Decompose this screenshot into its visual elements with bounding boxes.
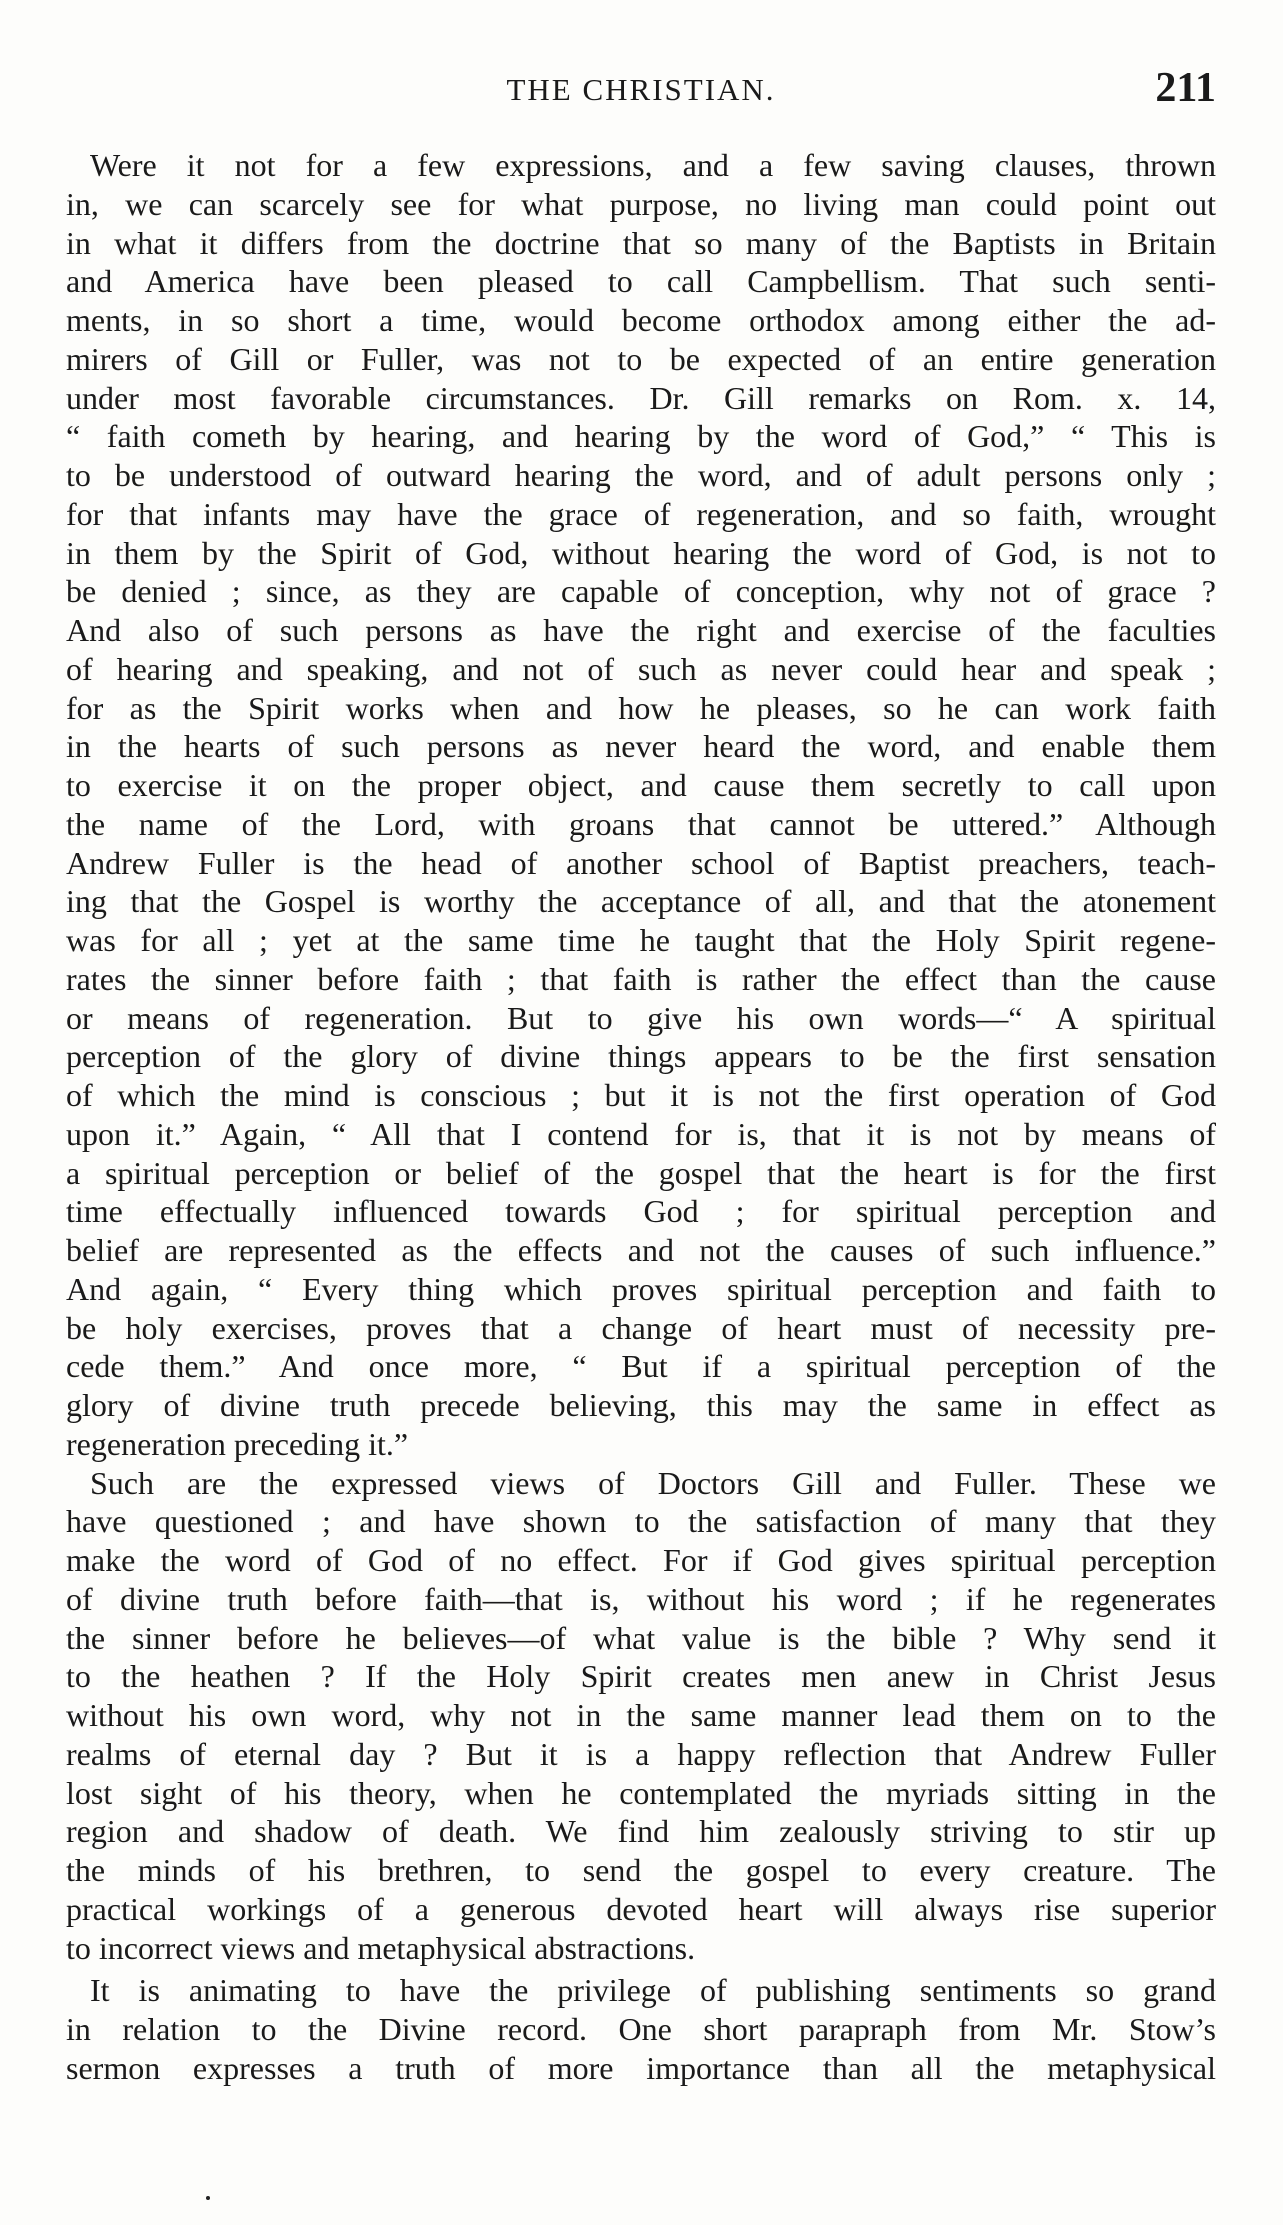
text-line: or means of regeneration. But to give his own words—“ A spiritual xyxy=(66,999,1216,1036)
body-text xyxy=(66,146,1216,2088)
text-line: the sinner before he believes—of what value is the bible ? Why send it xyxy=(66,1619,1216,1656)
text-line: region and shadow of death. We find him zealously striving to stir up xyxy=(66,1813,1216,1850)
text-line: be denied ; since, as they are capable of conception, why not of grace ? xyxy=(66,573,1216,610)
text-line: lost sight of his theory, when he contemplated the myriads sitting in the xyxy=(66,1774,1216,1811)
text-line: of which the mind is conscious ; but it is not the first operation of God xyxy=(66,1077,1216,1113)
text-line: to exercise it on the proper object, and cause them secretly to call upon xyxy=(66,767,1216,803)
text-line: in the hearts of such persons as never heard the word, and enable them xyxy=(66,728,1216,765)
text-line: cede them.” And once more, “ But if a spiritual perception of the xyxy=(66,1348,1216,1385)
running-header xyxy=(66,64,1216,124)
paragraph-2 xyxy=(66,1464,1216,1968)
text-line: Andrew Fuller is the head of another school of Baptist preachers, teach- xyxy=(66,844,1216,881)
text-line: Such are the expressed views of Doctors Gill and Fuller. These we xyxy=(90,1464,1216,1501)
text-line: realms of eternal day ? But it is a happy reflection that Andrew Fuller xyxy=(66,1735,1216,1772)
text-line: in relation to the Divine record. One short parapraph from Mr. Stow’s xyxy=(66,2011,1216,2047)
text-line: to be understood of outward hearing the word, and of adult persons only ; xyxy=(66,457,1216,493)
text-line: of divine truth before faith—that is, without his word ; if he regenerates xyxy=(66,1580,1216,1617)
text-line: be holy exercises, proves that a change of heart must of necessity pre- xyxy=(66,1309,1216,1346)
page-number: 211 xyxy=(1155,65,1216,111)
text-line: And also of such persons as have the right and exercise of the faculties xyxy=(66,612,1216,648)
text-line: ments, in so short a time, would become orthodox among either the ad- xyxy=(66,302,1216,338)
text-line: “ faith cometh by hearing, and hearing by the word of God,” “ This is xyxy=(66,418,1216,455)
text-line: glory of divine truth precede believing, this may the same in effect as xyxy=(66,1387,1216,1423)
text-line: under most favorable circumstances. Dr. Gill remarks on Rom. x. 14, xyxy=(66,379,1216,416)
text-line: in, we can scarcely see for what purpose, no living man could point out xyxy=(66,185,1216,222)
text-line: in them by the Spirit of God, without hearing the word of God, is not to xyxy=(66,534,1216,571)
text-line: And again, “ Every thing which proves spiritual perception and faith to xyxy=(66,1270,1216,1307)
text-line: for that infants may have the grace of regeneration, and so faith, wrought xyxy=(66,495,1216,532)
text-line: the name of the Lord, with groans that cannot be uttered.” Although xyxy=(66,805,1216,842)
text-line: for as the Spirit works when and how he pleases, so he can work faith xyxy=(66,689,1216,726)
paragraph-1 xyxy=(66,146,1216,1464)
text-line: mirers of Gill or Fuller, was not to be expected of an entire generation xyxy=(66,340,1216,377)
print-speck xyxy=(206,2196,210,2200)
text-line: upon it.” Again, “ All that I contend for is, that it is not by means of xyxy=(66,1115,1216,1152)
paragraph-3 xyxy=(66,1971,1216,2087)
text-line: the minds of his brethren, to send the gospel to every creature. The xyxy=(66,1852,1216,1888)
text-line: a spiritual perception or belief of the gospel that the heart is for the first xyxy=(66,1154,1216,1191)
text-line: practical workings of a generous devoted heart will always rise superior xyxy=(66,1890,1216,1927)
text-line: Were it not for a few expressions, and a few saving clauses, thrown xyxy=(90,147,1216,183)
text-line: It is animating to have the privilege of publishing sentiments so grand xyxy=(90,1972,1216,2009)
text-line: ing that the Gospel is worthy the acceptance of all, and that the atonement xyxy=(66,883,1216,920)
text-line: regeneration preceding it.” xyxy=(66,1425,409,1462)
text-line: make the word of God of no effect. For if God gives spiritual perception xyxy=(66,1542,1216,1578)
text-line: and America have been pleased to call Campbellism. That such senti- xyxy=(66,263,1216,300)
text-line: sermon expresses a truth of more importance than all the metaphysical xyxy=(66,2049,1216,2086)
text-line: to the heathen ? If the Holy Spirit creates men anew in Christ Jesus xyxy=(66,1658,1216,1695)
text-line: of hearing and speaking, and not of such as never could hear and speak ; xyxy=(66,650,1216,687)
page-header-title: THE CHRISTIAN. xyxy=(506,72,776,107)
text-line: was for all ; yet at the same time he taught that the Holy Spirit regene- xyxy=(66,922,1216,958)
text-line: rates the sinner before faith ; that faith is rather the effect than the cause xyxy=(66,960,1216,997)
text-line: perception of the glory of divine things appears to be the first sensation xyxy=(66,1038,1216,1075)
text-line: to incorrect views and metaphysical abstractions. xyxy=(66,1929,696,1966)
text-line: without his own word, why not in the same manner lead them on to the xyxy=(66,1697,1216,1733)
text-line: have questioned ; and have shown to the satisfaction of many that they xyxy=(66,1503,1216,1540)
text-line: in what it differs from the doctrine that so many of the Baptists in Britain xyxy=(66,224,1216,261)
text-line: time effectually influenced towards God ; for spiritual perception and xyxy=(66,1193,1216,1230)
text-line: belief are represented as the effects and not the causes of such influence.” xyxy=(66,1232,1216,1268)
